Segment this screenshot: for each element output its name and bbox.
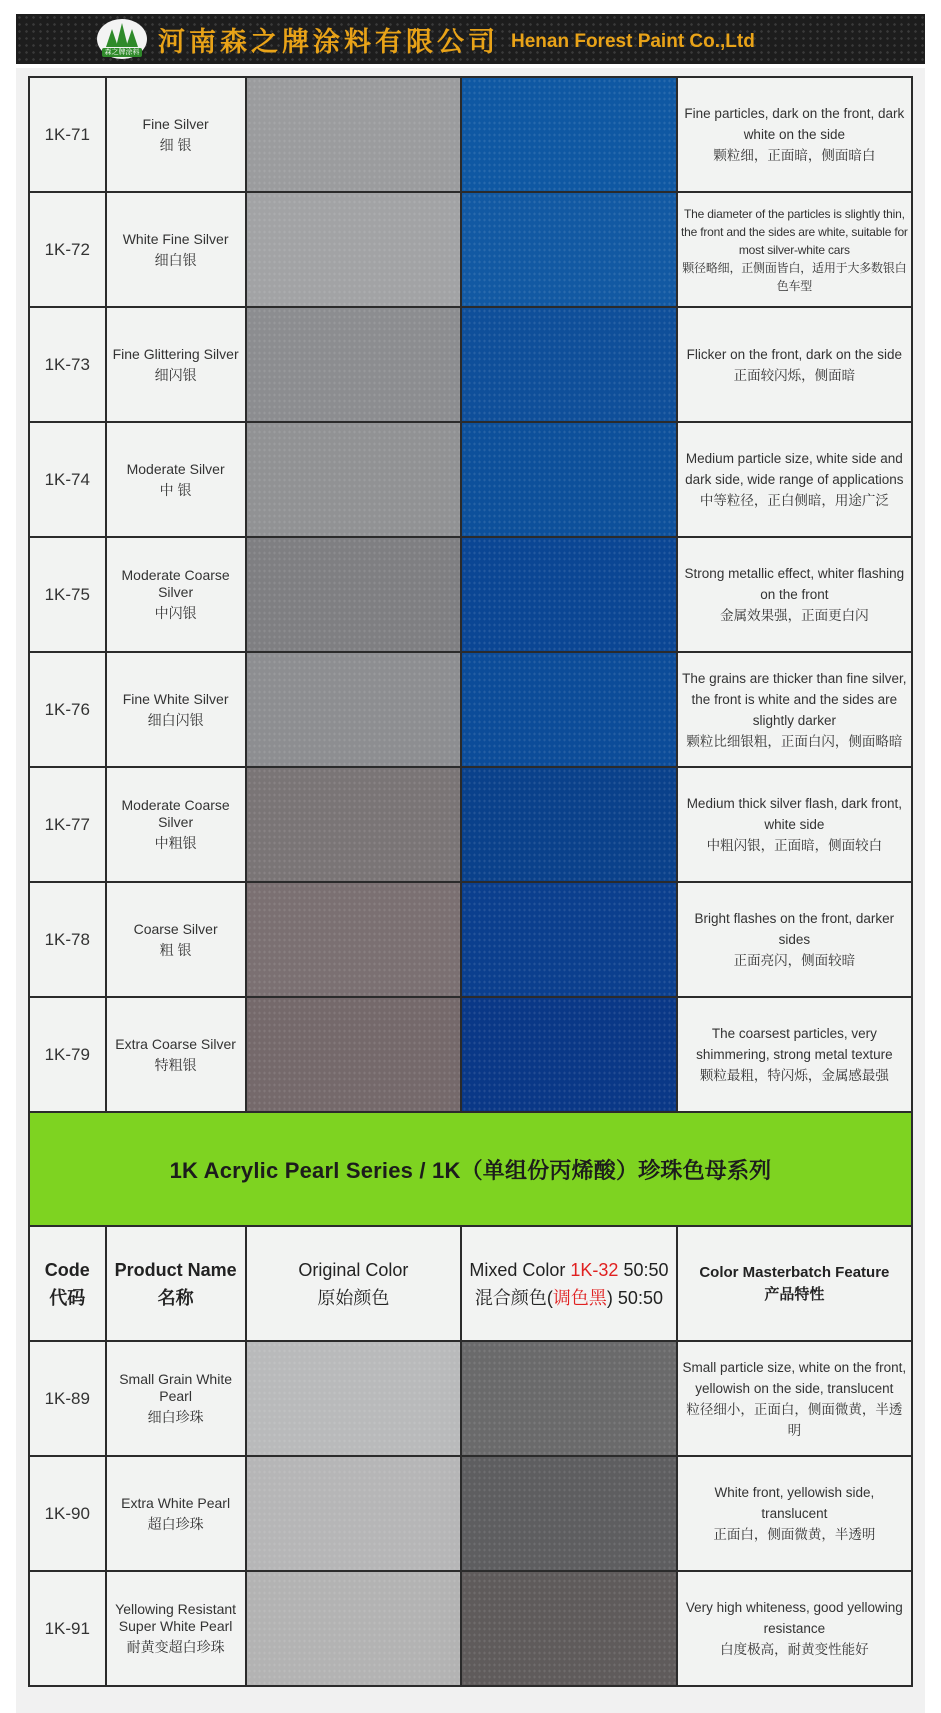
mixed-color-swatch [461, 997, 677, 1112]
table-row [29, 652, 912, 767]
feature-cn: 中粗闪银，正面暗，侧面较白 [706, 838, 883, 853]
header-orig-en: Original Color [298, 1259, 409, 1280]
header-orig-cn: 原始颜色 [317, 1287, 390, 1308]
feature-cn: 正面亮闪，侧面较暗 [733, 953, 856, 968]
product-name [106, 192, 246, 307]
product-name [106, 1341, 246, 1456]
product-name [106, 422, 246, 537]
feature-en: The coarsest particles, very shimmering, strong metal texture [696, 1026, 893, 1062]
feature-en: The grains are thicker than fine silver, the front is white and the sides are slightly darker [682, 670, 907, 728]
feature-cn: 颗粒最粗，特闪烁，金属感最强 [699, 1068, 889, 1083]
mixed-color-swatch [461, 1341, 677, 1456]
table-row [29, 192, 912, 307]
pearl-series-title: 1K Acrylic Pearl Series / 1K（单组份丙烯酸）珍珠色母系列 [29, 1112, 912, 1226]
feature-cn: 金属效果强，正面更白闪 [720, 608, 869, 623]
product-name [106, 997, 246, 1112]
product-feature [677, 882, 912, 997]
product-name-en: Small Grain White Pearl [119, 1371, 232, 1404]
mixed-color-swatch [461, 537, 677, 652]
product-name-cn: 细白银 [154, 251, 197, 268]
product-name-cn: 中闪银 [154, 605, 197, 621]
company-logo [94, 18, 150, 60]
product-feature [677, 1341, 912, 1456]
product-name-en: White Fine Silver [122, 230, 229, 247]
feature-en: Bright flashes on the front, darker sides [694, 911, 895, 947]
feature-en: Flicker on the front, dark on the side [686, 346, 903, 362]
product-name-en: Extra White Pearl [121, 1494, 231, 1511]
product-name-en: Extra Coarse Silver [115, 1035, 236, 1052]
table-row [29, 77, 912, 192]
original-color-swatch [246, 882, 462, 997]
feature-en: Medium thick silver flash, dark front, white side [686, 796, 903, 832]
original-color-swatch [246, 307, 462, 422]
original-color-swatch [246, 1456, 462, 1571]
table-row [29, 307, 912, 422]
header-mixed-en: Mixed Color 1K-32 50:50 [469, 1259, 669, 1280]
product-name [106, 767, 246, 882]
product-code: 1K-91 [29, 1571, 106, 1686]
product-code: 1K-75 [29, 537, 106, 652]
feature-cn: 白度极高，耐黄变性能好 [720, 1642, 869, 1657]
original-color-swatch [246, 997, 462, 1112]
header-name-cn: 名称 [157, 1287, 194, 1308]
original-color-swatch [246, 537, 462, 652]
mixed-color-swatch [461, 307, 677, 422]
table-row [29, 537, 912, 652]
product-feature [677, 767, 912, 882]
feature-cn: 颗粒细，正面暗，侧面暗白 [713, 148, 876, 163]
feature-en: White front, yellowish side, translucent [714, 1485, 875, 1521]
product-name-cn: 特粗银 [154, 1056, 197, 1073]
feature-en: Strong metallic effect, whiter flashing on the front [684, 566, 905, 602]
header-original-color [246, 1226, 462, 1341]
pearl-series-banner [29, 1112, 912, 1226]
header-mixed-color [461, 1226, 677, 1341]
mixed-color-swatch [461, 192, 677, 307]
header-code-en: Code [44, 1259, 90, 1280]
product-name-cn: 耐黄变超白珍珠 [126, 1639, 225, 1655]
table-row [29, 882, 912, 997]
header-name-en: Product Name [114, 1259, 237, 1280]
feature-cn: 颗径略细，正侧面皆白，适用于大多数银白色车型 [682, 260, 907, 293]
product-feature [677, 192, 912, 307]
mixed-color-swatch [461, 77, 677, 192]
feature-cn: 中等粒径，正白侧暗，用途广泛 [699, 493, 889, 508]
product-name-cn: 粗 银 [159, 941, 192, 958]
product-feature [677, 422, 912, 537]
mixed-color-swatch [461, 1456, 677, 1571]
header-feature-cn: 产品特性 [764, 1285, 825, 1303]
product-name-cn: 细 银 [159, 136, 192, 153]
product-name-en: Coarse Silver [133, 920, 218, 937]
product-name-cn: 超白珍珠 [147, 1515, 204, 1532]
product-code: 1K-74 [29, 422, 106, 537]
company-name-en: Henan Forest Paint Co.,Ltd [511, 31, 755, 52]
original-color-swatch [246, 1341, 462, 1456]
feature-en: The diameter of the particles is slightly thin, the front and the sides are white, suitable for most silver-white cars [680, 206, 908, 257]
product-name [106, 537, 246, 652]
product-feature [677, 77, 912, 192]
product-feature [677, 307, 912, 422]
product-code: 1K-77 [29, 767, 106, 882]
mixed-color-swatch [461, 882, 677, 997]
feature-cn: 粒径细小，正面白，侧面微黄，半透明 [686, 1401, 903, 1438]
product-feature [677, 1571, 912, 1686]
feature-cn: 颗粒比细银粗，正面白闪，侧面略暗 [686, 733, 903, 749]
product-feature [677, 652, 912, 767]
product-code: 1K-73 [29, 307, 106, 422]
product-code: 1K-90 [29, 1456, 106, 1571]
table-row [29, 1571, 912, 1686]
company-name-cn: 河南森之牌涂料有限公司 [158, 26, 499, 58]
product-name-en: Fine Glittering Silver [112, 345, 239, 362]
original-color-swatch [246, 192, 462, 307]
header-product-name [106, 1226, 246, 1341]
table-row [29, 1341, 912, 1456]
mixed-color-swatch [461, 767, 677, 882]
color-table [28, 76, 913, 1687]
product-code: 1K-89 [29, 1341, 106, 1456]
product-feature [677, 537, 912, 652]
feature-en: Very high whiteness, good yellowing resistance [685, 1600, 903, 1636]
table-header-row [29, 1226, 912, 1341]
product-name-cn: 细白珍珠 [147, 1409, 204, 1425]
feature-en: Medium particle size, white side and dark side, wide range of applications [685, 451, 904, 487]
product-name [106, 1571, 246, 1686]
header-mixed-cn: 混合颜色(调色黑) 50:50 [474, 1287, 663, 1308]
feature-en: Fine particles, dark on the front, dark white on the side [684, 106, 905, 142]
product-name-en: Moderate Silver [126, 460, 225, 477]
mixed-color-swatch [461, 1571, 677, 1686]
product-name-en: Moderate Coarse Silver [121, 567, 230, 600]
product-name-cn: 细闪银 [154, 366, 197, 383]
product-name [106, 77, 246, 192]
product-code: 1K-79 [29, 997, 106, 1112]
product-code: 1K-71 [29, 77, 106, 192]
product-name-cn: 中粗银 [154, 835, 197, 851]
original-color-swatch [246, 767, 462, 882]
feature-en: Small particle size, white on the front, yellowish on the side, translucent [682, 1359, 907, 1396]
mixed-color-swatch [461, 422, 677, 537]
header-code [29, 1226, 106, 1341]
feature-cn: 正面白，侧面微黄，半透明 [713, 1527, 876, 1542]
product-code: 1K-78 [29, 882, 106, 997]
product-name-cn: 细白闪银 [147, 711, 204, 728]
product-name [106, 1456, 246, 1571]
product-feature [677, 997, 912, 1112]
product-name-en: Moderate Coarse Silver [121, 797, 230, 830]
product-name [106, 652, 246, 767]
table-row [29, 422, 912, 537]
mixed-black-highlight: 调色黑 [552, 1287, 607, 1308]
table-row [29, 1456, 912, 1571]
original-color-swatch [246, 652, 462, 767]
original-color-swatch [246, 422, 462, 537]
logo-text: 森之牌涂料 [102, 48, 142, 57]
product-name [106, 307, 246, 422]
product-name-en: Yellowing Resistant Super White Pearl [115, 1601, 237, 1634]
original-color-swatch [246, 77, 462, 192]
product-code: 1K-76 [29, 652, 106, 767]
header-feature [677, 1226, 912, 1341]
product-name-en: Fine Silver [142, 115, 209, 132]
header-feature-en: Color Masterbatch Feature [699, 1263, 890, 1281]
table-row [29, 997, 912, 1112]
feature-cn: 正面较闪烁，侧面暗 [733, 367, 856, 383]
product-name-cn: 中 银 [159, 481, 192, 498]
product-name [106, 882, 246, 997]
mixed-code-highlight: 1K-32 [570, 1259, 619, 1280]
mixed-color-swatch [461, 652, 677, 767]
original-color-swatch [246, 1571, 462, 1686]
header-banner [16, 14, 925, 64]
product-code: 1K-72 [29, 192, 106, 307]
product-feature [677, 1456, 912, 1571]
header-code-cn: 代码 [49, 1287, 86, 1308]
table-row [29, 767, 912, 882]
product-name-en: Fine White Silver [122, 690, 229, 707]
color-table-sheet [16, 68, 925, 1713]
